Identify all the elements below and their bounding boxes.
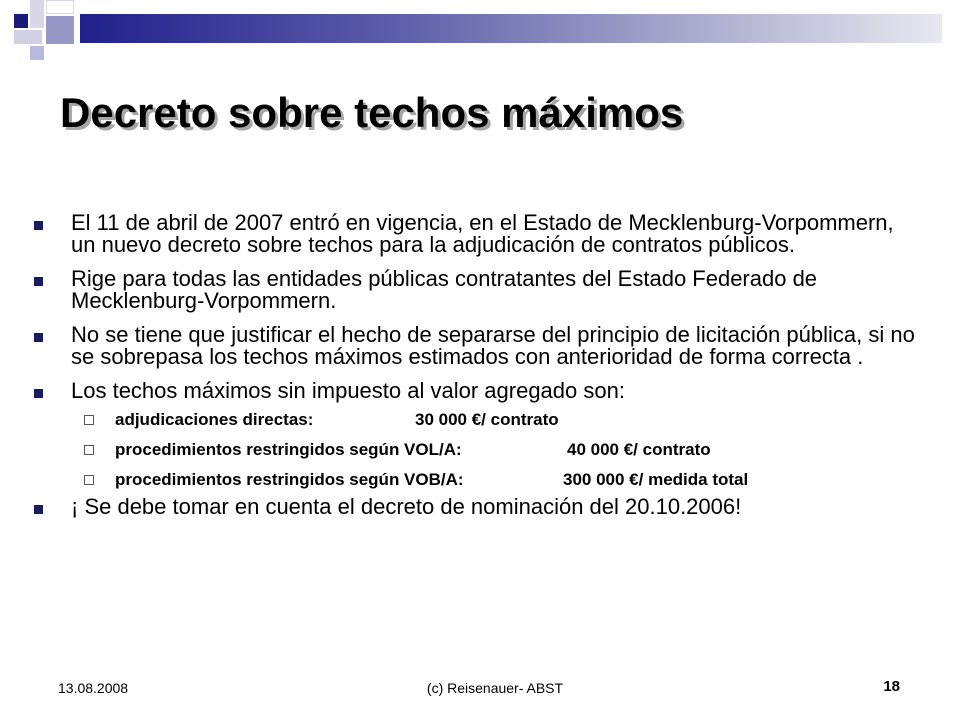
decorative-square [30,0,44,28]
decorative-square [46,16,74,44]
bullet-item [32,212,922,256]
sub-bullet-item [71,440,922,460]
bullet-list [32,212,922,518]
slide-content [32,212,922,530]
sub-bullet-value: 300 000 €/ medida total [563,470,749,489]
bullet-item [32,496,922,518]
bullet-square-icon [34,221,43,230]
sub-bullet-label: adjudicaciones directas: [115,410,314,429]
bullet-item [32,268,922,312]
bullet-text: El 11 de abril de 2007 entró en vigencia, en el Estado de Mecklenburg-Vorpommern, un nuevo decreto sobre techos para la adjudicación de contratos públicos. [71,210,894,257]
sub-bullet-value: 40 000 €/ contrato [567,440,711,459]
hollow-square-icon [84,475,94,485]
bullet-square-icon [34,333,43,342]
bullet-square-icon [34,277,43,286]
decorative-square [30,46,44,60]
hollow-square-icon [84,445,94,455]
sub-bullet-label: procedimientos restringidos según VOL/A: [115,440,462,459]
sub-bullet-label: procedimientos restringidos según VOB/A: [115,470,464,489]
bullet-text: ¡ Se debe tomar en cuenta el decreto de nominación del 20.10.2006! [71,494,742,519]
bullet-square-icon [34,389,43,398]
bullet-item [32,380,922,490]
sub-bullet-value: 30 000 €/ contrato [415,410,559,429]
page-number: 18 [883,678,900,695]
bullet-text: Rige para todas las entidades públicas contratantes del Estado Federado de Mecklenburg-Vorpommern. [71,266,818,313]
sub-bullet-item [71,470,922,490]
decorative-square [14,14,28,28]
header-gradient-bar [80,14,942,43]
slide-title: Decreto sobre techos máximos [60,89,684,136]
decorative-square [46,0,74,14]
bullet-square-icon [34,505,43,514]
footer-author: (c) Reisenauer- ABST [426,680,564,696]
bullet-text: Los techos máximos sin impuesto al valor agregado son: [71,378,625,403]
decorative-square [14,30,42,44]
bullet-text: No se tiene que justificar el hecho de separarse del principio de licitación pública, si no se sobrepasa los techos máximos estimados con anterioridad de forma correcta . [71,322,915,369]
bullet-item [32,324,922,368]
footer-date: 13.08.2008 [58,680,129,696]
hollow-square-icon [84,415,94,425]
sub-bullet-item [71,410,922,430]
sub-bullet-list [71,410,922,490]
